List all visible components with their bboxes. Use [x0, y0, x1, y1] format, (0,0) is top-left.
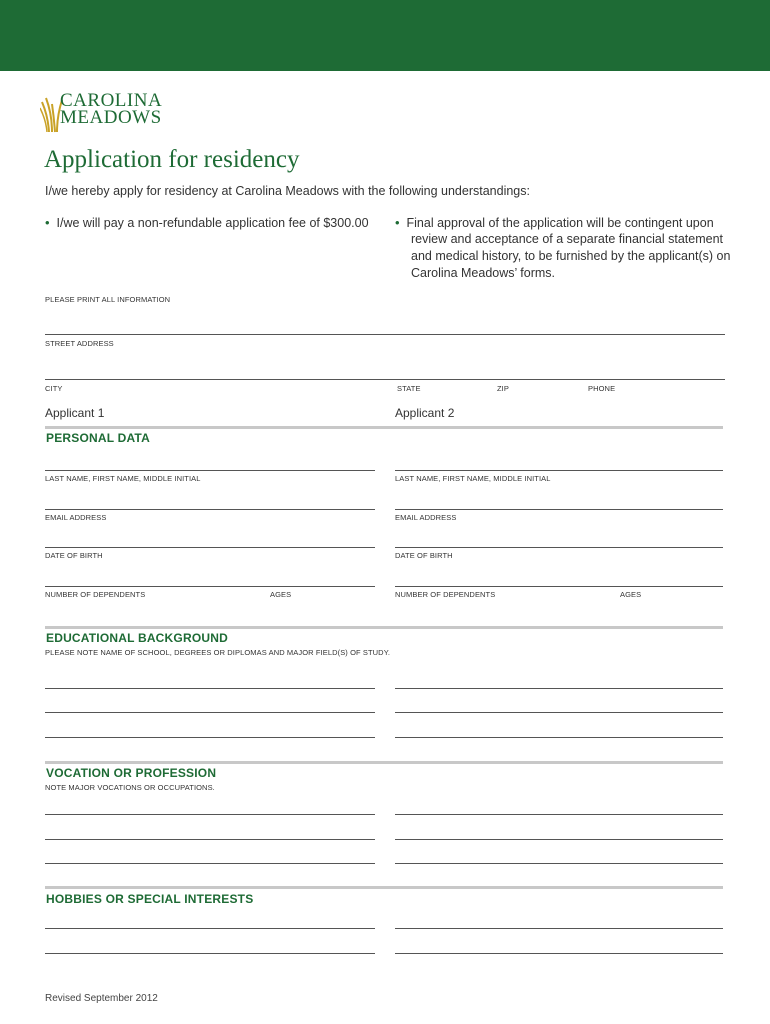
applicant2-dob-line[interactable] [395, 547, 723, 548]
applicant1-dob-line[interactable] [45, 547, 375, 548]
applicant1-education-line[interactable] [45, 737, 375, 738]
logo-line1: CAROLINA [60, 90, 163, 111]
applicant2-vocation-line[interactable] [395, 863, 723, 864]
applicant1-dependents-line[interactable] [45, 586, 375, 587]
vocation-note: NOTE MAJOR VOCATIONS OR OCCUPATIONS. [45, 783, 215, 792]
bullet-approval [395, 214, 714, 232]
applicant1-education-line[interactable] [45, 712, 375, 713]
applicant1-name-line[interactable] [45, 470, 375, 471]
bullet-approval-line: and medical history, to be furnished by the applicant(s) on [411, 249, 731, 263]
applicant2-hobbies-line[interactable] [395, 953, 723, 954]
bullet-dot: • [395, 215, 400, 230]
logo-text [60, 92, 162, 126]
applicant1-vocation-line[interactable] [45, 814, 375, 815]
applicant2-dependents-label: NUMBER OF DEPENDENTS [395, 590, 496, 599]
zip-label: ZIP [497, 384, 509, 393]
bullet-approval-line: review and acceptance of a separate financial statement [411, 232, 723, 246]
applicant2-education-line[interactable] [395, 737, 723, 738]
phone-label: PHONE [588, 384, 616, 393]
section-education: EDUCATIONAL BACKGROUND [46, 631, 228, 645]
section-vocation: VOCATION OR PROFESSION [46, 766, 217, 780]
applicant2-education-line[interactable] [395, 712, 723, 713]
applicant2-name-label: LAST NAME, FIRST NAME, MIDDLE INITIAL [395, 474, 551, 483]
applicant2-dob-label: DATE OF BIRTH [395, 551, 453, 560]
applicant1-vocation-line[interactable] [45, 863, 375, 864]
applicant1-label: Applicant 1 [45, 406, 105, 420]
section-divider [45, 426, 723, 429]
bullet-approval-line: Carolina Meadows’ forms. [411, 266, 556, 280]
header-bar [0, 0, 770, 71]
street-label: STREET ADDRESS [45, 339, 114, 348]
applicant1-email-line[interactable] [45, 509, 375, 510]
bullet-fee [45, 214, 369, 232]
logo-line2: MEADOWS [60, 107, 162, 128]
bullet-approval-line: Final approval of the application will be contingent upon [406, 216, 714, 230]
applicant1-dob-label: DATE OF BIRTH [45, 551, 103, 560]
state-label: STATE [397, 384, 421, 393]
applicant1-dependents-label: NUMBER OF DEPENDENTS [45, 590, 146, 599]
applicant1-education-line[interactable] [45, 688, 375, 689]
street-address-line[interactable] [45, 379, 725, 380]
applicant1-name-label: LAST NAME, FIRST NAME, MIDDLE INITIAL [45, 474, 201, 483]
applicant2-label: Applicant 2 [395, 406, 455, 420]
applicant1-email-label: EMAIL ADDRESS [45, 513, 107, 522]
section-divider [45, 761, 723, 764]
name-line[interactable] [45, 334, 725, 335]
page-title: Application for residency [44, 146, 300, 173]
section-personal: PERSONAL DATA [46, 431, 150, 445]
applicant2-dependents-line[interactable] [395, 586, 723, 587]
applicant2-email-label: EMAIL ADDRESS [395, 513, 457, 522]
education-note: PLEASE NOTE NAME OF SCHOOL, DEGREES OR DIPLOMAS AND MAJOR FIELD(S) OF STUDY. [45, 648, 391, 657]
applicant1-ages-label: AGES [270, 590, 292, 599]
section-divider [45, 886, 723, 889]
applicant1-hobbies-line[interactable] [45, 953, 375, 954]
applicant1-vocation-line[interactable] [45, 839, 375, 840]
applicant2-ages-label: AGES [620, 590, 642, 599]
applicant2-name-line[interactable] [395, 470, 723, 471]
applicant2-education-line[interactable] [395, 688, 723, 689]
bullet-dot: • [45, 215, 50, 230]
applicant2-hobbies-line[interactable] [395, 928, 723, 929]
section-hobbies: HOBBIES OR SPECIAL INTERESTS [46, 892, 254, 906]
please-print-label: PLEASE PRINT ALL INFORMATION [45, 295, 171, 304]
footer-revision: Revised September 2012 [45, 993, 158, 1004]
bullet-fee-text: I/we will pay a non-refundable application fee of $300.00 [56, 216, 369, 230]
applicant2-vocation-line[interactable] [395, 839, 723, 840]
applicant2-email-line[interactable] [395, 509, 723, 510]
city-label: CITY [45, 384, 63, 393]
applicant2-vocation-line[interactable] [395, 814, 723, 815]
section-divider [45, 626, 723, 629]
applicant1-hobbies-line[interactable] [45, 928, 375, 929]
intro-text: I/we hereby apply for residency at Carolina Meadows with the following understandings: [45, 184, 530, 198]
